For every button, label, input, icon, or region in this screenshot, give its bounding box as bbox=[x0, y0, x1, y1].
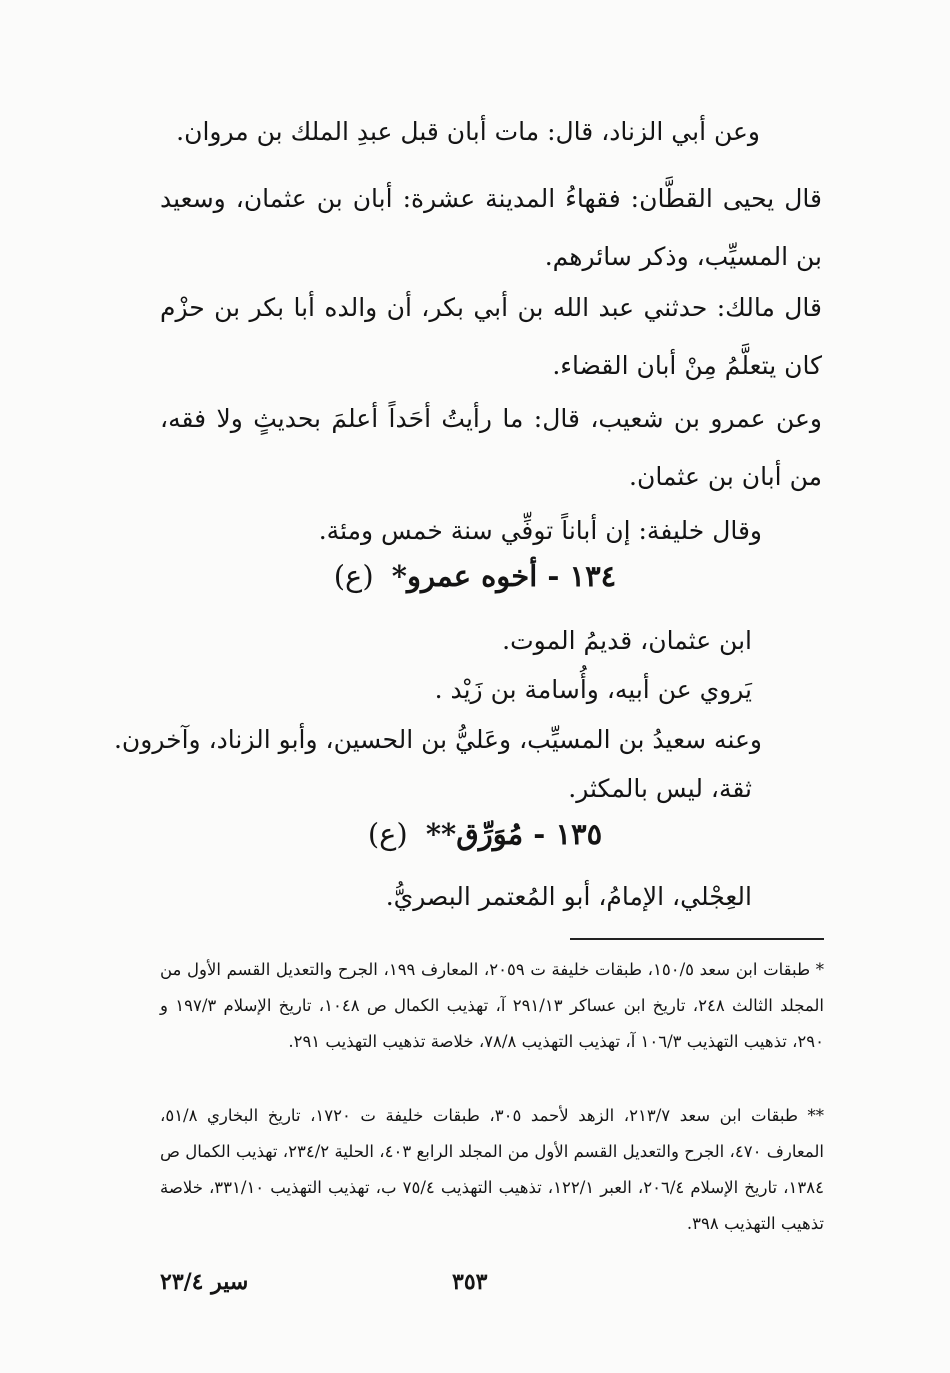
paragraph-khalifa: وقال خليفة: إن أباناً توفِّي سنة خمس ومئة. bbox=[318, 516, 762, 545]
entry-134-line: ثقة، ليس بالمكثر. bbox=[568, 774, 752, 803]
entry-134-line: ابن عثمان، قديمُ الموت. bbox=[502, 626, 752, 655]
footnote-2: ** طبقات ابن سعد ٢١٣/٧، الزهد لأحمد ٣٠٥، طبقات خليفة ت ١٧٢٠، تاريخ البخاري ٥١/٨، المعارف ٤٧٠، الجرح والتعديل القسم الأول من المجلد الرابع ٤٠٣، الحلية ٢٣٤/٢، تهذيب الكمال ص ١٣٨٤، تاريخ الإسلام ٢٠٦/٤، العبر ١٢٢/١، تذهيب التهذيب ٧٥/٤ ب، تهذيب التهذيب ٣٣١/١٠، خلاصة تذهيب التهذيب ٣٩٨. bbox=[160, 1106, 824, 1233]
entry-134-heading bbox=[250, 554, 700, 598]
entry-135-ref: (ع) bbox=[367, 817, 408, 851]
footnote-1: * طبقات ابن سعد ١٥٠/٥، طبقات خليفة ت ٢٠٥٩، المعارف ١٩٩، الجرح والتعديل القسم الأول من المجلد الثالث ٢٤٨، تاريخ ابن عساكر ٢٩١/١٣ آ، تهذيب الكمال ص ١٠٤٨، تاريخ الإسلام ١٩٧/٣ و ٢٩٠، تذهيب التهذيب ١٠٦/٣ آ، تهذيب التهذيب ٧٨/٨، خلاصة تذهيب التهذيب ٢٩١. bbox=[160, 960, 825, 1051]
paragraph-yahya-qattan: قال يحيى القطَّان: فقهاءُ المدينة عشرة: أبان بن عثمان، وسعيد بن المسيِّب، وذكر سائرهم. bbox=[160, 184, 822, 271]
entry-134-title: ١٣٤ - أخوه عمرو* bbox=[391, 559, 617, 593]
entry-135-line: العِجْلي، الإمامُ، أبو المُعتمر البصريُّ. bbox=[385, 882, 752, 911]
paragraph-abu-zinad: وعن أبي الزناد، قال: مات أبان قبل عبدِ الملك بن مروان. bbox=[176, 117, 760, 146]
entry-134-ref: (ع) bbox=[333, 559, 374, 593]
entry-134-line: وعنه سعيدُ بن المسيِّب، وعَليُّ بن الحسين، وأبو الزناد، وآخرون. bbox=[113, 725, 762, 754]
page-number: ٣٥٣ bbox=[452, 1269, 488, 1295]
entry-134-line: يَروي عن أبيه، وأُسامة بن زَيْد . bbox=[434, 675, 752, 704]
paragraph-amr-shuayb: وعن عمرو بن شعيب، قال: ما رأيتُ أحَداً أعلمَ بحديثٍ ولا فقه، من أبان بن عثمان. bbox=[160, 404, 822, 491]
entry-135-title: ١٣٥ - مُوَرِّق** bbox=[425, 817, 603, 851]
signature-mark: سير ٢٣/٤ bbox=[160, 1269, 249, 1295]
entry-135-heading bbox=[270, 812, 700, 856]
footnote-separator bbox=[570, 938, 824, 940]
paragraph-malik: قال مالك: حدثني عبد الله بن أبي بكر، أن والده أبا بكر بن حزْم كان يتعلَّمُ مِنْ أبان القضاء. bbox=[160, 293, 822, 380]
